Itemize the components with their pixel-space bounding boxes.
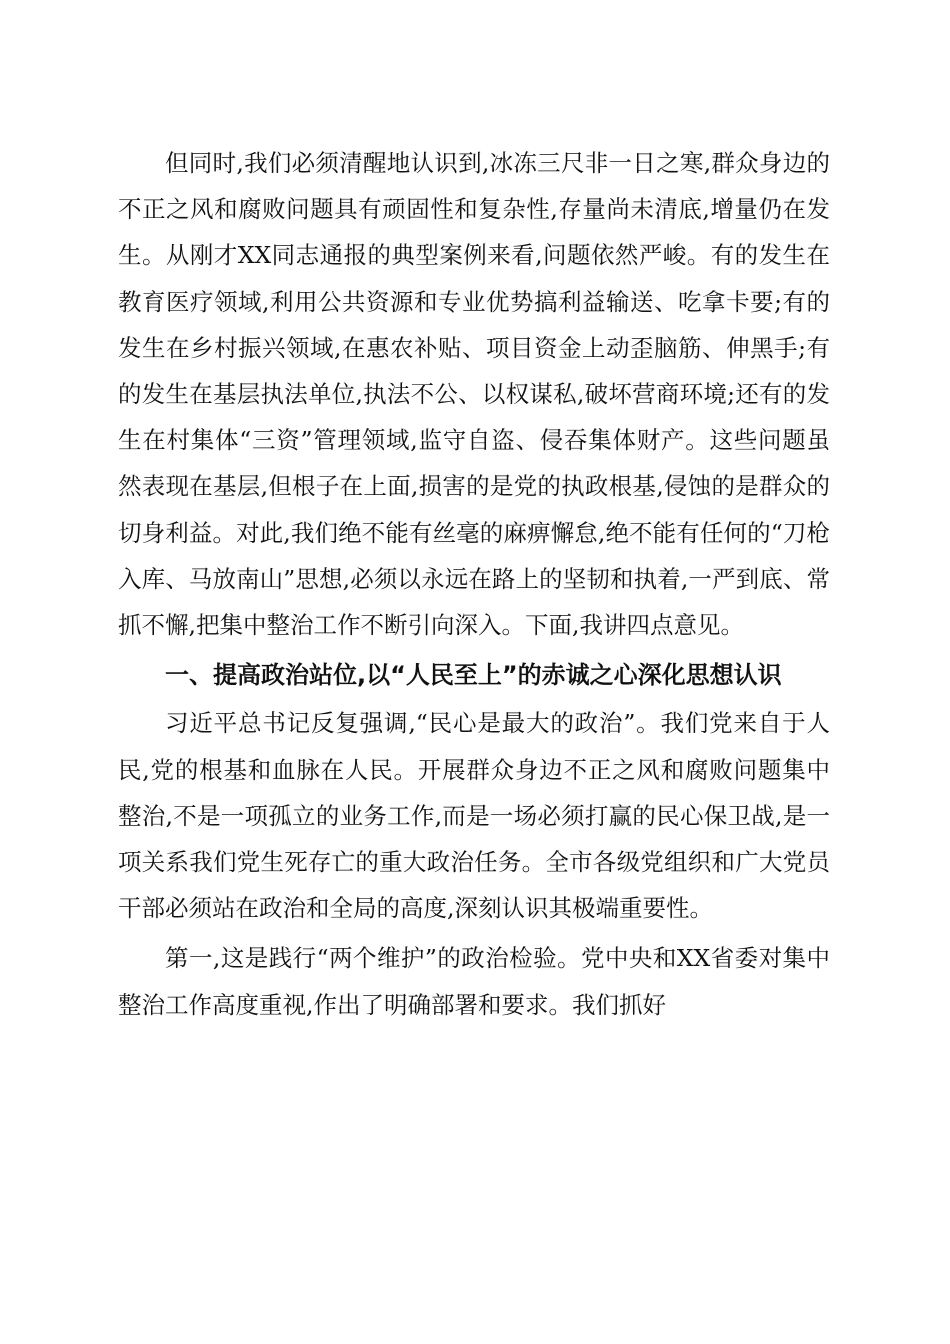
paragraph-point-1: 第一,这是践行“两个维护”的政治检验。党中央和XX省委对集中整治工作高度重视,作出了明确部署和要求。我们抓好: [118, 944, 830, 1019]
section-heading-1: 一、提高政治站位,以“人民至上”的赤诚之心深化思想认识: [165, 661, 782, 690]
document-body: [118, 140, 830, 1028]
paragraph-section-1: 习近平总书记反复强调,“民心是最大的政治”。我们党来自于人民,党的根基和血脉在人民。开展群众身边不正之风和腐败问题集中整治,不是一项孤立的业务工作,而是一场必须打赢的民心保卫战,是一项关系我们党生死存亡的重大政治任务。全市各级党组织和广大党员干部必须站在政治和全局的高度,深刻认识其极端重要性。: [118, 709, 830, 923]
paragraph-intro: 但同时,我们必须清醒地认识到,冰冻三尺非一日之寒,群众身边的不正之风和腐败问题具有顽固性和复杂性,存量尚未清底,增量仍在发生。从刚才XX同志通报的典型案例来看,问题依然严峻。有的发生在教育医疗领域,利用公共资源和专业优势搞利益输送、吃拿卡要;有的发生在乡村振兴领域,在惠农补贴、项目资金上动歪脑筋、伸黑手;有的发生在基层执法单位,执法不公、以权谋私,破坏营商环境;还有的发生在村集体“三资”管理领域,监守自盗、侵吞集体财产。这些问题虽然表现在基层,但根子在上面,损害的是党的执政根基,侵蚀的是群众的切身利益。对此,我们绝不能有丝毫的麻痹懈怠,绝不能有任何的“刀枪入库、马放南山”思想,必须以永远在路上的坚韧和执着,一严到底、常抓不懈,把集中整治工作不断引向深入。下面,我讲四点意见。: [118, 149, 830, 640]
